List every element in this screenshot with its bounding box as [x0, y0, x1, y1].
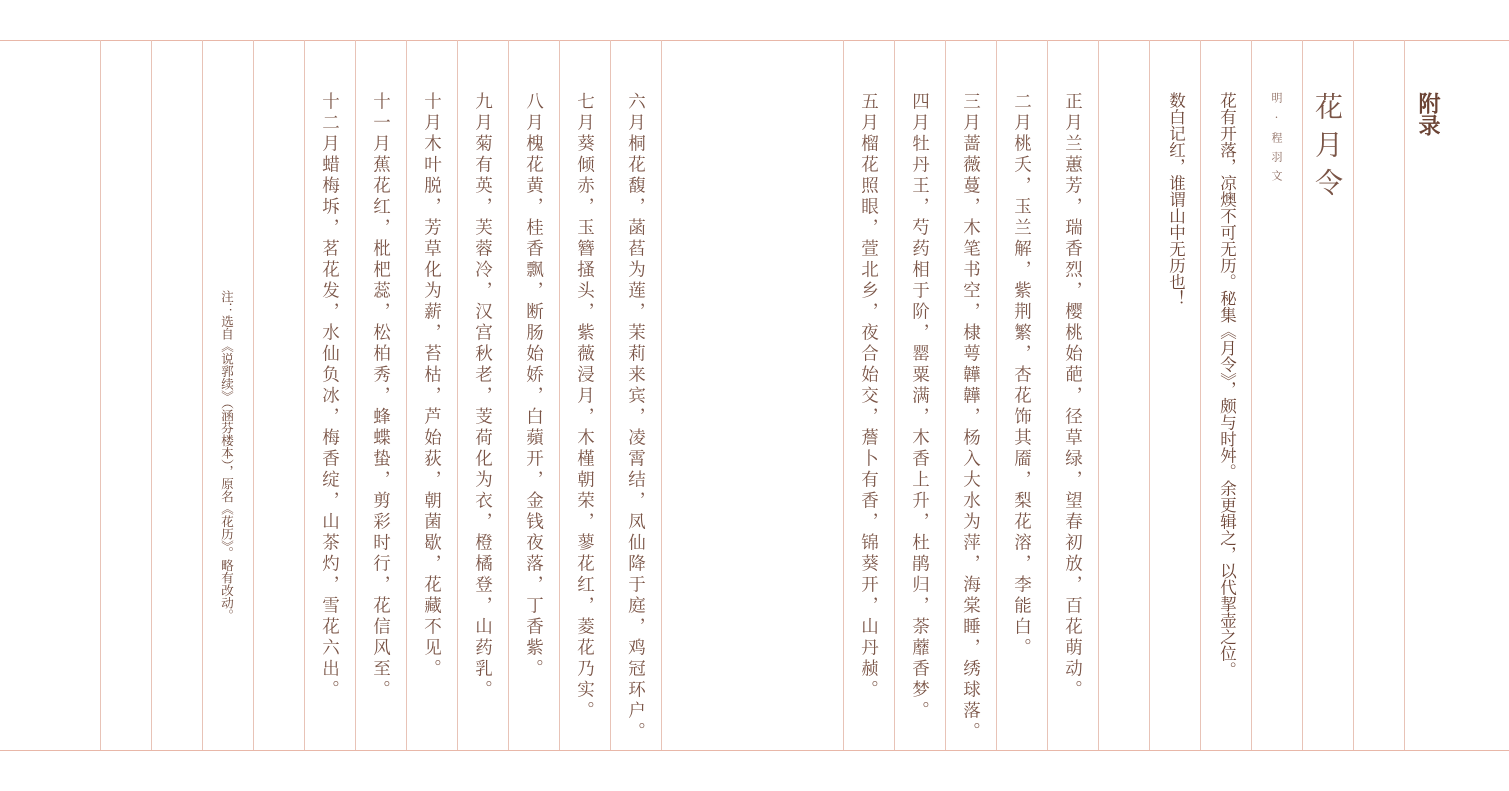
- column-rule: [100, 40, 101, 750]
- column-rule: [1353, 40, 1354, 750]
- poem-title: 花月令: [1311, 92, 1344, 206]
- column-rule: [996, 40, 997, 750]
- verse-month-11: 十一月蕉花红，枇杷蕊，松柏秀，蜂蝶蛰，剪彩时行，花信风至。: [370, 92, 391, 701]
- column-rule: [457, 40, 458, 750]
- column-rule: [508, 40, 509, 750]
- verse-month-8: 八月槐花黄，桂香飘，断肠始娇，白蘋开，金钱夜落，丁香紫。: [523, 92, 544, 680]
- verse-month-1: 正月兰蕙芳，瑞香烈，樱桃始葩，径草绿，望春初放，百花萌动。: [1062, 92, 1083, 701]
- verse-month-2: 二月桃夭，玉兰解，紫荆繁，杏花饰其靥，梨花溶，李能白。: [1011, 92, 1032, 659]
- verse-month-5: 五月榴花照眼，萱北乡，夜合始交，薝卜有香，锦葵开，山丹赪。: [858, 92, 879, 701]
- column-rule: [843, 40, 844, 750]
- column-rule: [661, 40, 662, 750]
- verse-month-9: 九月菊有英，芙蓉冷，汉宫秋老，芰荷化为衣，橙橘登，山药乳。: [472, 92, 493, 701]
- column-rule: [1251, 40, 1252, 750]
- column-rule: [406, 40, 407, 750]
- column-rule: [1302, 40, 1303, 750]
- verse-month-6: 六月桐花馥，菡萏为莲，茉莉来宾，凌霄结，凤仙降于庭，鸡冠环户。: [625, 92, 646, 743]
- column-rule: [945, 40, 946, 750]
- verse-month-4: 四月牡丹王，芍药相于阶，罂粟满，木香上升，杜鹃归，荼蘼香梦。: [909, 92, 930, 722]
- poem-author: 明·程羽文: [1270, 92, 1283, 189]
- column-rule: [1149, 40, 1150, 750]
- column-rule: [253, 40, 254, 750]
- verse-month-3: 三月蔷薇蔓，木笔书空，棣萼韡韡，杨入大水为萍，海棠睡，绣球落。: [960, 92, 981, 743]
- column-rule: [1404, 40, 1405, 750]
- column-rule: [894, 40, 895, 750]
- preface-line: 花有开落，凉燠不可无历。秘集《月令》，颇与时舛。余更辑之，以代挈壶之位。: [1217, 92, 1237, 678]
- source-note: 注：选自《说郛续》（涵芬楼本），原名《花历》。略有改动。: [219, 290, 235, 622]
- column-rule: [610, 40, 611, 750]
- column-rule: [559, 40, 560, 750]
- top-border: [0, 40, 1509, 41]
- appendix-heading: 附录: [1415, 92, 1440, 136]
- column-rule: [1047, 40, 1048, 750]
- preface-line: 数白记红，谁谓山中无历也！: [1166, 92, 1186, 307]
- verse-month-12: 十二月蜡梅坼，茗花发，水仙负冰，梅香绽，山茶灼，雪花六出。: [319, 92, 340, 701]
- verse-month-7: 七月葵倾赤，玉簪搔头，紫薇浸月，木槿朝荣，蓼花红，菱花乃实。: [574, 92, 595, 722]
- column-rule: [1200, 40, 1201, 750]
- bottom-border: [0, 750, 1509, 751]
- column-rule: [1098, 40, 1099, 750]
- verse-month-10: 十月木叶脱，芳草化为薪，苔枯，芦始荻，朝菌歇，花藏不见。: [421, 92, 442, 680]
- column-rule: [304, 40, 305, 750]
- column-rule: [355, 40, 356, 750]
- column-rule: [151, 40, 152, 750]
- column-rule: [202, 40, 203, 750]
